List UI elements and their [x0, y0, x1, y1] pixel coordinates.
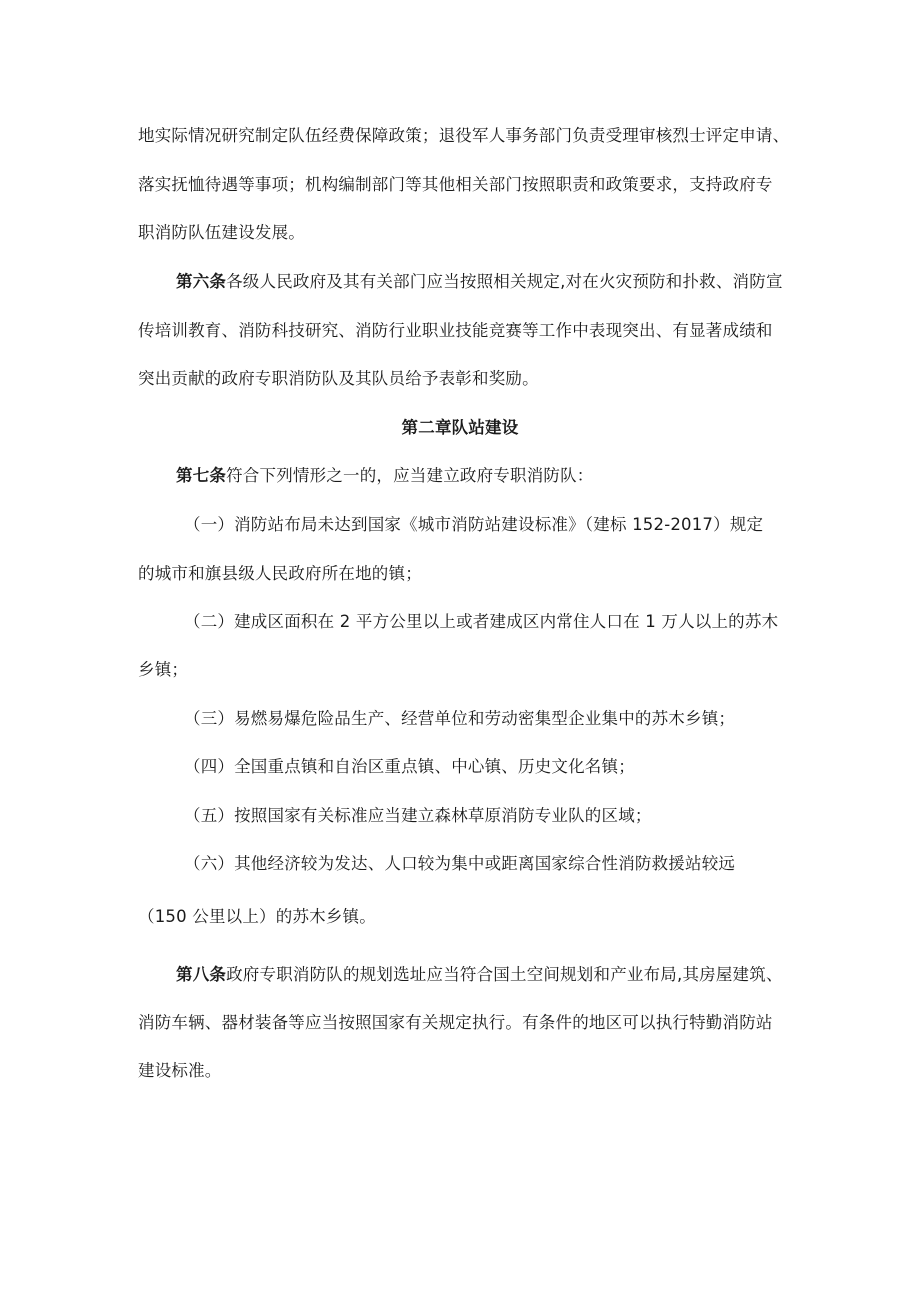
list-item: （六）其他经济较为发达、人口较为集中或距离国家综合性消防救援站较远 [184, 854, 736, 873]
article-7-label: 第七条 [176, 466, 227, 485]
paragraph-line: 落实抚恤待遇等事项；机构编制部门等其他相关部门按照职责和政策要求，支持政府专 [138, 175, 773, 194]
list-item-continuation: （150 公里以上）的苏木乡镇。 [138, 907, 376, 926]
article-8-label: 第八条 [176, 965, 227, 984]
list-item-continuation: 乡镇； [138, 660, 189, 679]
chapter-heading: 第二章队站建设 [401, 418, 519, 437]
paragraph-line: 地实际情况研究制定队伍经费保障政策；退役军人事务部门负责受理审核烈士评定申请、 [138, 126, 790, 145]
list-item: （四）全国重点镇和自治区重点镇、中心镇、历史文化名镇； [184, 757, 635, 776]
article-8-text: 政府专职消防队的规划选址应当符合国土空间规划和产业布局,其房屋建筑、 [226, 965, 783, 984]
paragraph-line: 消防车辆、器材装备等应当按照国家有关规定执行。有条件的地区可以执行特勤消防站 [138, 1013, 773, 1032]
article-6-text: 各级人民政府及其有关部门应当按照相关规定,对在火灾预防和扑救、消防宣 [226, 272, 783, 291]
list-item: （五）按照国家有关标准应当建立森林草原消防专业队的区域； [184, 806, 652, 825]
article-6-label: 第六条 [176, 272, 227, 291]
article-6-line [176, 271, 783, 293]
paragraph-line: 建设标准。 [138, 1061, 222, 1080]
list-item: （一）消防站布局未达到国家《城市消防站建设标准》（建标 152-2017）规定 [184, 515, 764, 534]
paragraph-line: 传培训教育、消防科技研究、消防行业职业技能竞赛等工作中表现突出、有显著成绩和 [138, 321, 773, 340]
article-7-line [176, 465, 594, 487]
list-item-continuation: 的城市和旗县级人民政府所在地的镇； [138, 564, 422, 583]
list-item: （三）易燃易爆危险品生产、经营单位和劳动密集型企业集中的苏木乡镇； [184, 709, 736, 728]
paragraph-line: 职消防队伍建设发展。 [138, 223, 305, 242]
paragraph-line: 突出贡献的政府专职消防队及其队员给予表彰和奖励。 [138, 369, 539, 388]
list-item: （二）建成区面积在 2 平方公里以上或者建成区内常住人口在 1 万人以上的苏木 [184, 612, 779, 631]
article-8-line [176, 964, 783, 986]
article-7-text: 符合下列情形之一的，应当建立政府专职消防队： [226, 466, 594, 485]
